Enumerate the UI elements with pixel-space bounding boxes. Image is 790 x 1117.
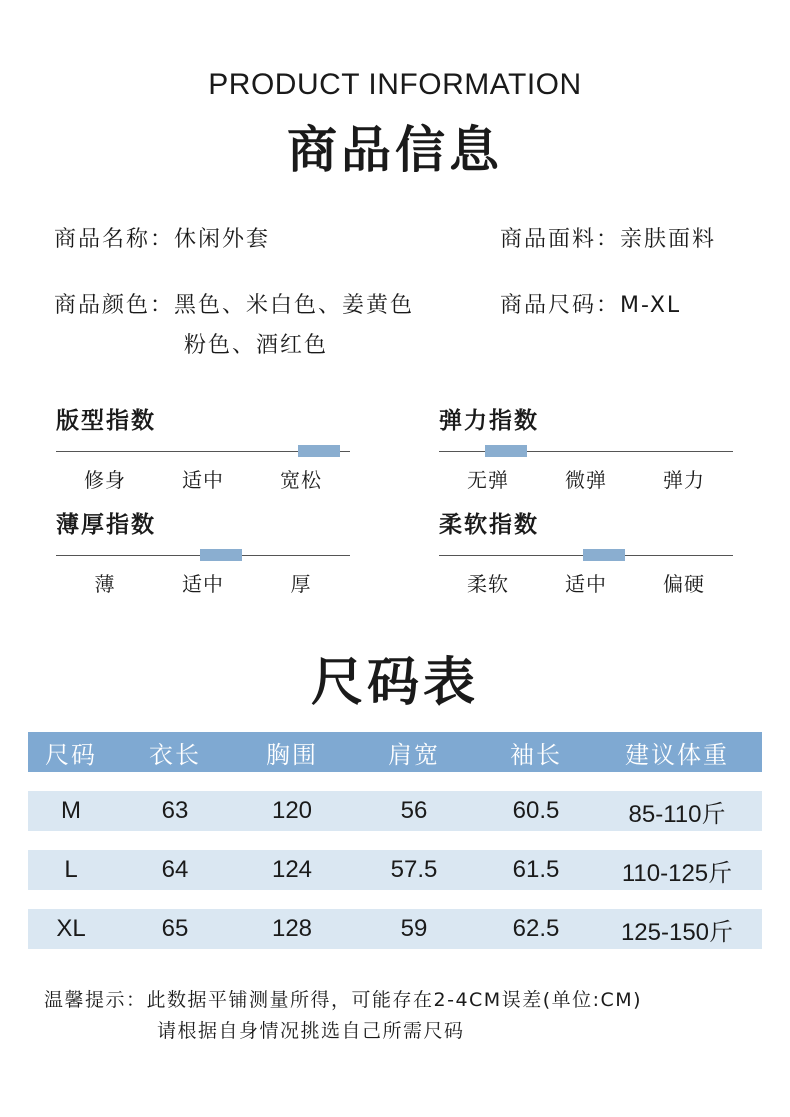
table-cell: M (61, 797, 81, 824)
fit-tick: 适中 (182, 468, 224, 492)
fabric-value: 亲肤面料 (620, 227, 717, 252)
stretch-index (439, 404, 733, 493)
stretch-tick: 弹力 (663, 468, 705, 492)
size-chart-title: 尺码表 (310, 653, 479, 713)
softness-tick: 适中 (565, 572, 607, 596)
softness-tick: 柔软 (467, 572, 509, 596)
table-cell: 64 (161, 856, 189, 883)
size-value: M-XL (620, 293, 682, 318)
stretch-tick: 微弹 (565, 468, 607, 492)
table-cell: 59 (400, 915, 428, 942)
product-name-value: 休闲外套 (174, 227, 271, 252)
fit-index-title: 版型指数 (56, 408, 156, 434)
thickness-tick: 适中 (182, 572, 224, 596)
table-cell: XL (56, 915, 86, 942)
stretch-index-marker (485, 445, 527, 457)
size-label: 商品尺码： (500, 293, 621, 318)
stretch-index-track (439, 444, 733, 458)
thickness-index-marker (200, 549, 242, 561)
thickness-tick: 薄 (94, 572, 116, 596)
header-cell: 尺码 (45, 740, 97, 769)
fabric-label: 商品面料： (500, 227, 621, 252)
size-advice-note: 请根据自身情况挑选自己所需尺码 (157, 1020, 465, 1042)
english-title: PRODUCT INFORMATION (208, 68, 582, 101)
table-cell: 63 (161, 797, 189, 824)
header-cell: 袖长 (510, 740, 562, 769)
table-cell: 85-110斤 (628, 800, 726, 828)
table-cell: 125-150斤 (620, 918, 734, 946)
stretch-tick: 无弹 (467, 468, 509, 492)
stretch-index-line (439, 451, 733, 452)
table-cell: 57.5 (390, 856, 438, 883)
table-cell: 60.5 (512, 797, 560, 824)
measurement-note: 温馨提示：此数据平铺测量所得，可能存在2-4CM误差(单位:CM) (44, 989, 643, 1011)
size-row (500, 286, 681, 326)
stretch-index-title: 弹力指数 (439, 408, 539, 434)
size-table-header (28, 732, 762, 772)
softness-tick: 偏硬 (663, 572, 705, 596)
color-value-line1: 黑色、米白色、姜黄色 (174, 293, 415, 318)
thickness-index-track (56, 548, 350, 562)
fit-tick: 宽松 (280, 468, 322, 492)
color-row (54, 286, 414, 326)
table-cell: 128 (271, 915, 313, 942)
table-cell: 56 (400, 797, 428, 824)
table-cell: 110-125斤 (621, 859, 733, 887)
softness-index (439, 508, 733, 597)
table-row (28, 791, 762, 831)
table-cell: 124 (271, 856, 313, 883)
color-label: 商品颜色： (54, 293, 175, 318)
fit-index-track (56, 444, 350, 458)
table-row (28, 909, 762, 949)
thickness-index-title: 薄厚指数 (56, 512, 156, 538)
fit-index (56, 404, 350, 493)
thickness-index (56, 508, 350, 597)
size-table (28, 732, 762, 949)
fit-tick: 修身 (84, 468, 126, 492)
table-cell: 120 (271, 797, 313, 824)
table-row (28, 850, 762, 890)
thickness-tick: 厚 (290, 572, 312, 596)
fit-index-marker (298, 445, 340, 457)
softness-index-track (439, 548, 733, 562)
product-name-row (54, 220, 270, 260)
table-cell: 62.5 (512, 915, 560, 942)
header-cell: 建议体重 (625, 740, 729, 769)
color-value-line2: 粉色、酒红色 (184, 333, 329, 358)
header-cell: 肩宽 (388, 740, 440, 769)
page-title: 商品信息 (287, 121, 503, 179)
softness-index-title: 柔软指数 (439, 512, 539, 538)
table-cell: 65 (161, 915, 189, 942)
table-cell: L (64, 856, 78, 883)
table-cell: 61.5 (512, 856, 560, 883)
product-name-label: 商品名称： (54, 227, 175, 252)
softness-index-marker (583, 549, 625, 561)
fabric-row (500, 220, 716, 260)
header-cell: 胸围 (266, 740, 318, 769)
header-cell: 衣长 (149, 740, 201, 769)
